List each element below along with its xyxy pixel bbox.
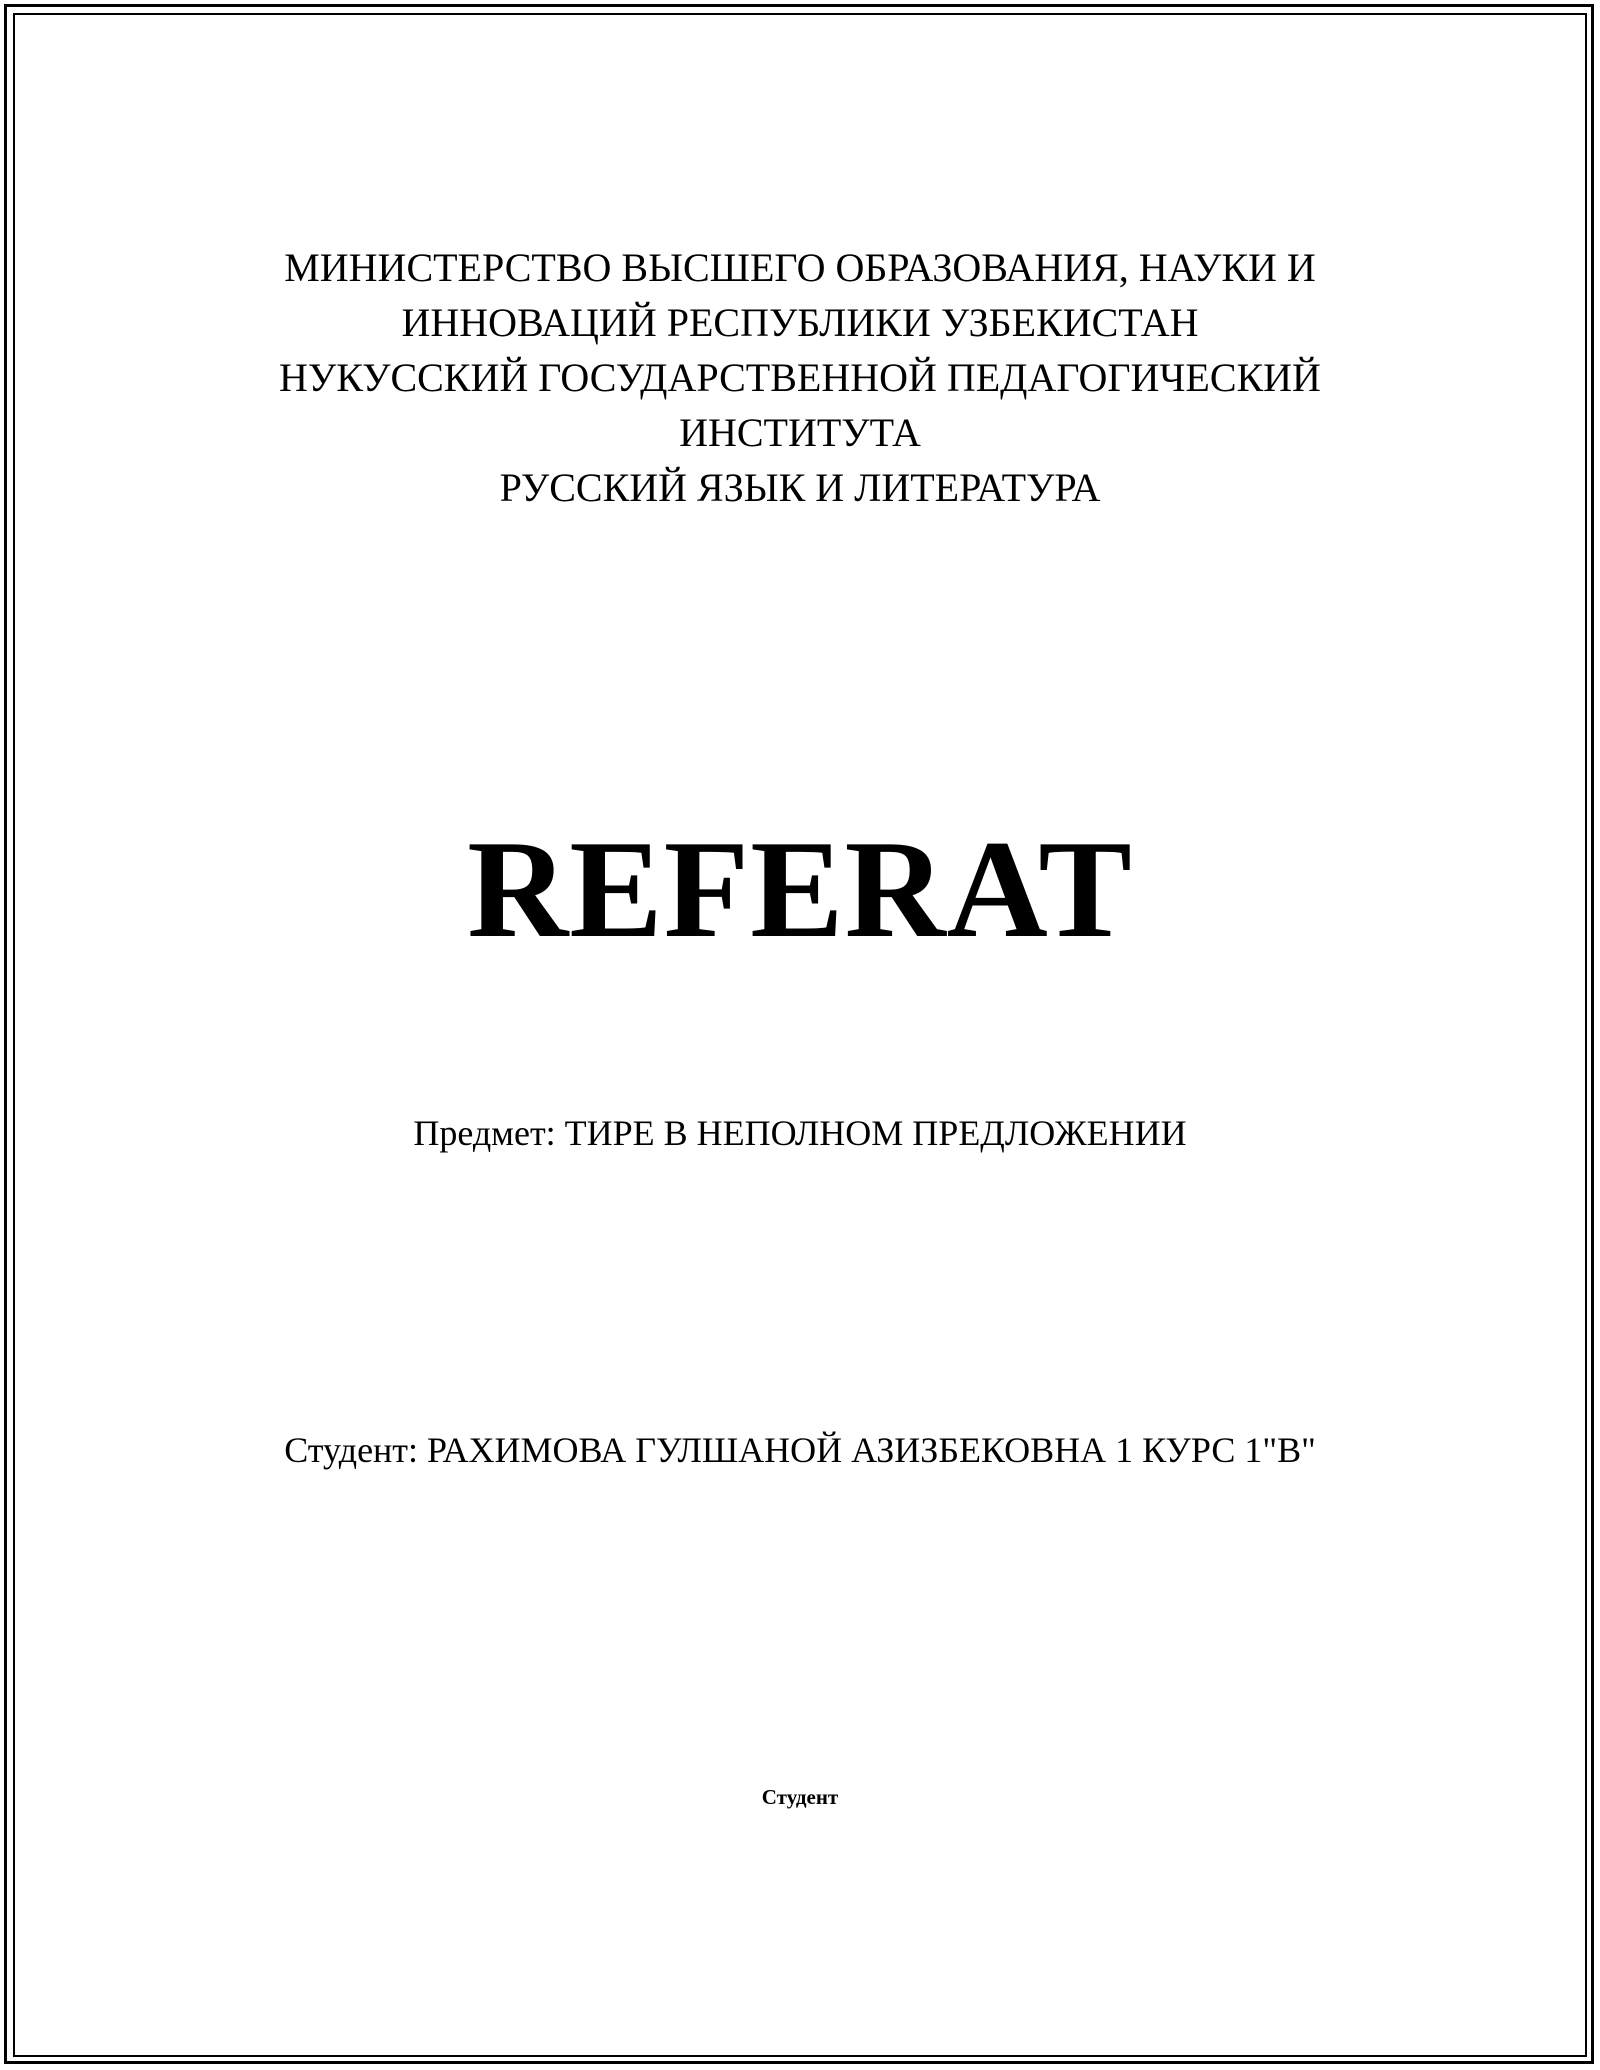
- header-line-institute: НУКУССКИЙ ГОСУДАРСТВЕННОЙ ПЕДАГОГИЧЕСКИЙ: [279, 355, 1321, 400]
- header-line-republic: ИННОВАЦИЙ РЕСПУБЛИКИ УЗБЕКИСТАН: [401, 300, 1199, 345]
- student-signature-label: Студент: [761, 1785, 839, 1809]
- header-line-department: РУССКИЙ ЯЗЫК И ЛИТЕРАТУРА: [499, 465, 1101, 510]
- header-line-institute-cont: ИНСТИТУТА: [679, 410, 921, 455]
- institution-header: [0, 240, 1600, 515]
- header-line-ministry: МИНИСТЕРСТВО ВЫСШЕГО ОБРАЗОВАНИЯ, НАУКИ И: [284, 245, 1316, 290]
- student-line: Студент: РАХИМОВА ГУЛШАНОЙ АЗИЗБЕКОВНА 1 КУРС 1"B": [284, 1430, 1316, 1470]
- subject-line: Предмет: ТИРЕ В НЕПОЛНОМ ПРЕДЛОЖЕНИИ: [413, 1113, 1187, 1153]
- document-title: REFERAT: [467, 812, 1133, 967]
